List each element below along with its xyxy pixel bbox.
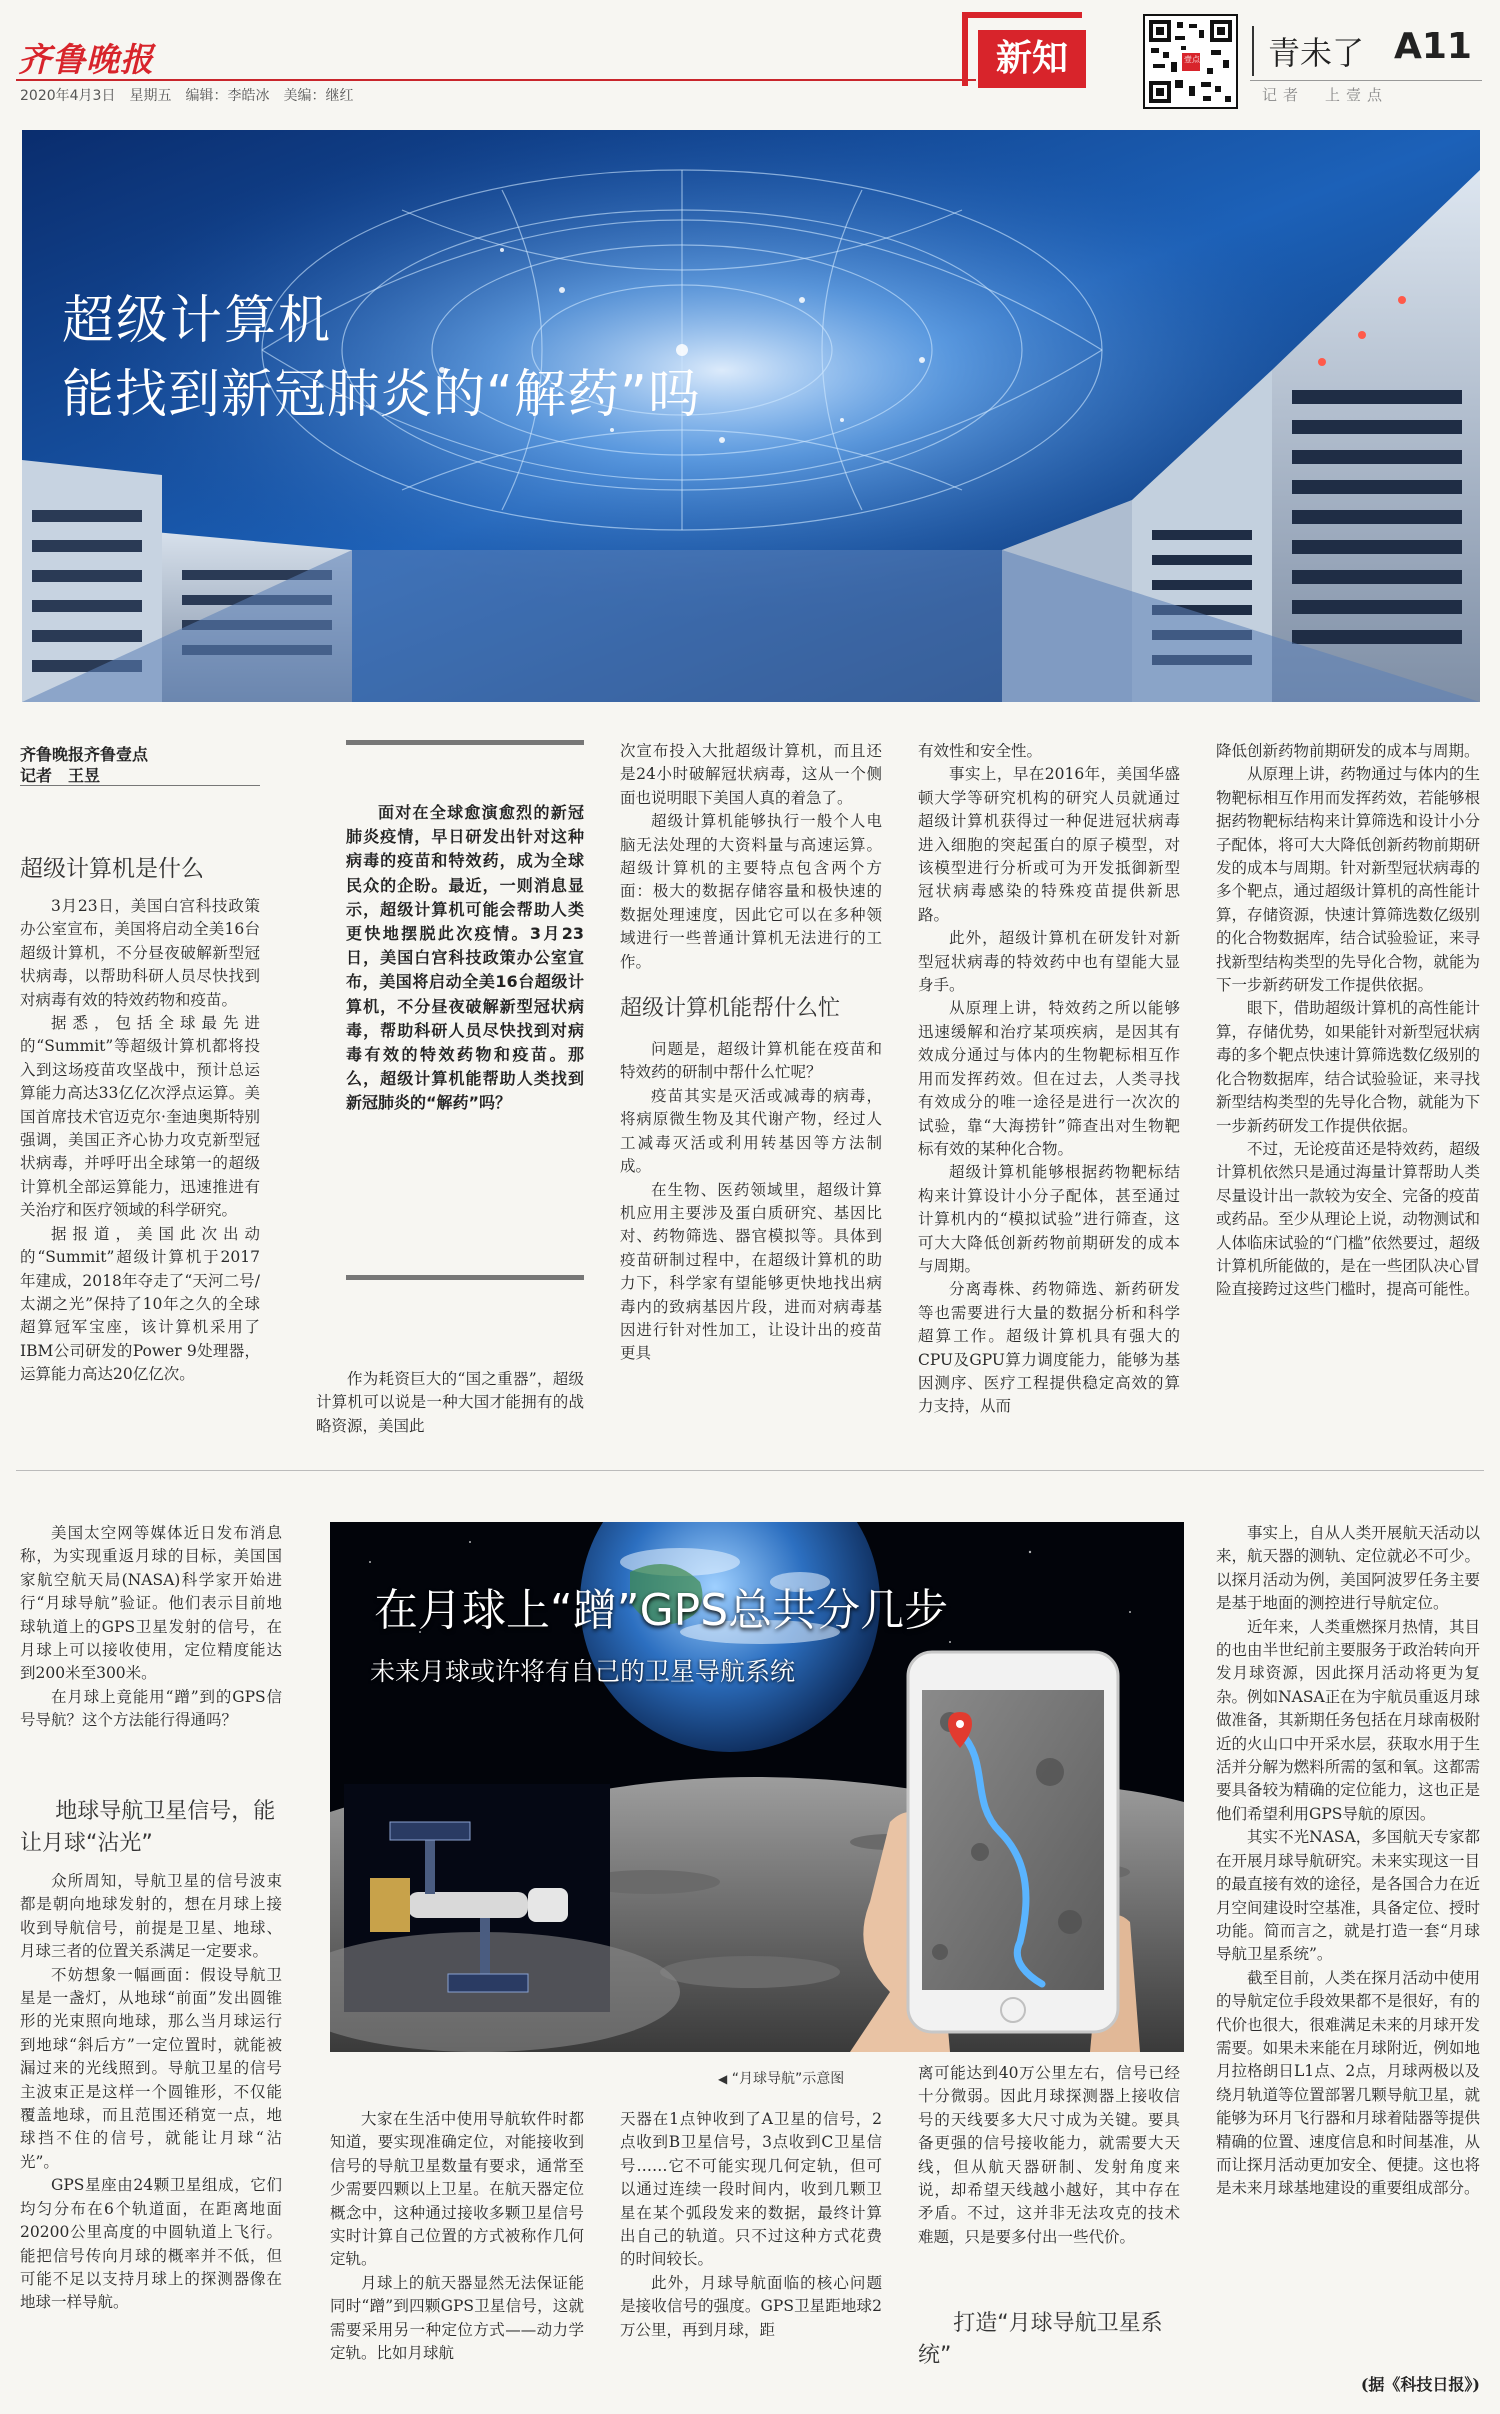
paragraph: 分离毒株、药物筛选、新药研发等也需要进行大量的数据分析和科学超算工作。超级计算机具有强大的CPU及GPU算力调度能力，能够为基因测序、医疗工程提供稳定高效的算力支持，从而: [918, 1280, 1180, 1416]
paragraph: 离可能达到40万公里左右，信号已经十分微弱。因此月球探测器上接收信号的天线要多大尺寸成为关键。要具备更强的信号接收能力，就需要大天线，但从航天器研制、发射角度来说，却希望天线越小越好，其中存在矛盾。不过，这并非无法攻克的技术难题，只是要多付出一些代价。: [918, 2064, 1180, 2246]
article1-title-line1: 超级计算机: [62, 291, 333, 351]
article1-column-3: [620, 740, 882, 1440]
article1-column-4: [918, 740, 1180, 1440]
paragraph: 月球上的航天器显然无法保证能同时“蹭”到四颗GPS卫星信号，这就需要采用另一种定位方式——动力学定轨。比如月球航: [330, 2273, 584, 2363]
article1-reporter: 记者 王昱: [20, 766, 101, 785]
article1-subhead-how-help: 超级计算机能帮什么忙: [620, 996, 841, 1022]
masthead-rule: [16, 79, 976, 81]
paragraph: 超级计算机能够执行一般个人电脑无法处理的大资料量与高速运算。超级计算机的主要特点包含两个方面：极大的数据存储容量和极快速的数据处理速度，因此它可以在多种领域进行一些普通计算机无法进行的工作。: [620, 812, 882, 971]
paragraph: 事实上，自从人类开展航天活动以来，航天器的测轨、定位就必不可少。以探月活动为例，美国阿波罗任务主要是基于地面的测控进行导航定位。: [1216, 1524, 1480, 1613]
page-number: A11: [1394, 26, 1472, 67]
article1-subhead-what-is: 超级计算机是什么: [20, 856, 204, 882]
article2-subhead-lunar-system: 打造“月球导航卫星系统”: [918, 2311, 1163, 2368]
moon-navigation-image: [330, 1522, 1184, 2052]
article2-right-column: [1216, 1522, 1480, 2372]
qr-label: 壹点: [1184, 55, 1200, 64]
article2-subtitle: 未来月球或许将有自己的卫星导航系统: [370, 1657, 796, 1686]
paragraph: 眼下，借助超级计算机的高性能计算，存储优势，如果能针对新型冠状病毒的多个靶点快速计算筛选数亿级别的化合物数据库，结合试验验证，来寻找新型结构类型的先导化合物，就能为下一步新药研发工作提供依据。: [1216, 999, 1480, 1135]
dateline: 2020年4月3日 星期五 编辑：李皓冰 美编：继红: [20, 88, 354, 104]
paragraph: 其实不光NASA，多国航天专家都在开展月球导航研究。未来实现这一目的最直接有效的途径，是各国合力在近月空间建设时空基准，具备定位、授时功能。简而言之，就是打造一套“月球导航卫星系统”。: [1216, 1828, 1480, 1964]
article2-left-column-bottom: [20, 1870, 282, 2390]
article2-mid-column-2: [620, 2108, 882, 2390]
article2-mid-column-3: [918, 2062, 1180, 2276]
article1-column-5: [1216, 740, 1480, 1440]
paragraph: 此外，月球导航面临的核心问题是接收信号的强度。GPS卫星距地球2万公里，再到月球，距: [620, 2273, 882, 2339]
caption-text: “月球导航”示意图: [731, 2071, 845, 2087]
paragraph: 众所周知，导航卫星的信号波束都是朝向地球发射的，想在月球上接收到导航信号，前提是卫星、地球、月球三者的位置关系满足一定要求。: [20, 1872, 282, 1961]
paragraph: 次宣布投入大批超级计算机，而且还是24小时破解冠状病毒，这从一个侧面也说明眼下美国人真的着急了。: [620, 742, 882, 807]
masthead-divider: [1252, 26, 1254, 76]
article2-subhead-earth-signals: 地球导航卫星信号，能让月球“沾光”: [20, 1799, 276, 1856]
lead-paragraph: 面对在全球愈演愈烈的新冠肺炎疫情，早日研发出针对这种病毒的疫苗和特效药，成为全球民众的企盼。最近，一则消息显示，超级计算机可能会帮助人类更快地摆脱此次疫情。3月23日，美国白宫科技政策办公室宣布，美国将启动全美16台超级计算机，不分昼夜破解新型冠状病毒，帮助科研人员尽快找到对病毒有效的特效药物和疫苗。那么，超级计算机能帮助人类找到新冠肺炎的“解药”吗？: [346, 803, 584, 1113]
paragraph: 作为耗资巨大的“国之重器”，超级计算机可以说是一种大国才能拥有的战略资源，美国此: [316, 1370, 584, 1435]
paragraph: 超级计算机能够根据药物靶标结构来计算设计小分子配体，甚至通过计算机内的“模拟试验”进行筛查，这可大大降低创新药物前期研发的成本与周期。: [918, 1163, 1180, 1275]
article2-credit: (据《科技日报》): [1360, 2375, 1480, 2394]
paragraph: 此外，超级计算机在研发针对新型冠状病毒的特效药中也有望能大显身手。: [918, 929, 1180, 995]
paragraph: 有效性和安全性。: [918, 742, 1043, 760]
paragraph: 据报道，美国此次出动的“Summit”超级计算机于2017年建成，2018年夺走了“天河二号/太湖之光”保持了10年之久的全球超算冠军宝座，该计算机采用了IBM公司研发的Power 9处理器，运算能力高达20亿亿次。: [20, 1224, 260, 1384]
paragraph: 事实上，早在2016年，美国华盛顿大学等研究机构的研究人员就通过超级计算机获得过一种促进冠状病毒进入细胞的突起蛋白的原子模型，对该模型进行分析或可为开发抵御新型冠状病毒感染的特殊疫苗提供新思路。: [918, 765, 1180, 924]
page-name: 青未了: [1268, 34, 1365, 72]
paragraph: 据悉，包括全球最先进的“Summit”等超级计算机都将投入到这场疫苗攻坚战中，预计总运算能力高达33亿亿次浮点运算。美国首席技术官迈克尔·奎迪奥斯特别强调，美国正齐心协力攻克新型冠状病毒，并呼吁出全球第一的超级计算机全部运算能力，迅速推进有关治疗和医疗领域的科学研究。: [20, 1014, 260, 1220]
paragraph: 在生物、医药领域里，超级计算机应用主要涉及蛋白质研究、基因比对、药物筛选、器官模拟等。具体到疫苗研制过程中，在超级计算机的助力下，科学家有望能够更快地找出病毒内的致病基因片段，进而对病毒基因进行针对性加工，让设计出的疫苗更具: [620, 1180, 882, 1363]
section-tag: 新知: [978, 30, 1086, 88]
masthead: [0, 0, 1500, 115]
article1-source: 齐鲁晚报齐鲁壹点: [20, 745, 149, 764]
masthead-bottom-rule: [1250, 80, 1482, 81]
article1-column-1: [20, 895, 260, 1435]
paragraph: 近年来，人类重燃探月热情，其目的也由半世纪前主要服务于政治转向开发月球资源，因此探月活动将更为复杂。例如NASA正在为宇航员重返月球做准备，其新期任务包括在月球南极附近的火山口中开采水层，获取水用于生活并分解为燃料所需的氢和氧。这都需要具备较为精确的定位能力，这也正是他们希望利用GPS导航的原因。: [1216, 1617, 1480, 1823]
paragraph: 大家在生活中使用导航软件时都知道，要实现准确定位，对能接收到信号的导航卫星数量有要求，通常至少需要四颗以上卫星。在航天器定位概念中，这种通过接收多颗卫星信号实时计算自己位置的方式被称作几何定轨。: [330, 2110, 584, 2269]
article-separator: [16, 1470, 1484, 1471]
paragraph: 在月球上竟能用“蹭”到的GPS信号导航？这个方法能行得通吗？: [20, 1687, 282, 1730]
article1-title-line2: 能找到新冠肺炎的“解药”吗: [62, 365, 701, 425]
paragraph: 从原理上讲，特效药之所以能够迅速缓解和治疗某项疾病，是因其有效成分通过与体内的生物靶标相互作用而发挥药效。但在过去，人类寻找有效成分的唯一途径是进行一次次的试验，靠“大海捞针”筛查出对生物靶标有效的某种化合物。: [918, 999, 1180, 1158]
article2-title: 在月球上“蹭”GPS总共分几步: [374, 1585, 949, 1636]
newspaper-logo: 齐鲁晚报: [18, 40, 154, 79]
paragraph: GPS星座由24颗卫星组成，它们均匀分布在6个轨道面，在距离地面20200公里高度的中圆轨道上飞行。能把信号传向月球的概率并不低，但可能不足以支持月球上的探测器像在地球一样导航。: [20, 2176, 282, 2312]
article1-source-rule: [20, 785, 260, 786]
paragraph: 疫苗其实是灭活或减毒的病毒，将病原微生物及其代谢产物，经过人工减毒灭活或利用转基因等方法制成。: [620, 1086, 882, 1176]
caption-arrow-icon: ◀: [718, 2072, 728, 2086]
paragraph: 从原理上讲，药物通过与体内的生物靶标相互作用而发挥药效，若能够根据药物靶标结构来计算筛选和设计小分子配体，将可大大降低创新药物前期研发的成本与周期。针对新型冠状病毒的多个靶点，通过超级计算机的高性能计算，存储资源，快速计算筛选数亿级别的化合物数据库，结合试验验证，来寻找新型结构类型的先导化合物，就能为下一步新药研发工作提供依据。: [1216, 765, 1480, 995]
paragraph: 不过，无论疫苗还是特效药，超级计算机依然只是通过海量计算帮助人类尽量设计出一款较为安全、完备的疫苗或药品。至少从理论上说，动物测试和人体临床试验的“门槛”依然要过，超级计算机所能做的，是在一些团队决心冒险直接跨过这些门槛时，提高可能性。: [1216, 1139, 1480, 1299]
paragraph: 3月23日，美国白宫科技政策办公室宣布，美国将启动全美16台超级计算机，不分昼夜破解新型冠状病毒，以帮助科研人员尽快找到对病毒有效的特效药物和疫苗。: [20, 897, 260, 1009]
article1-column-2-bottom: [316, 1368, 584, 1440]
image-caption: [718, 2068, 844, 2088]
paragraph: 问题是，超级计算机能在疫苗和特效药的研制中帮什么忙呢？: [620, 1040, 882, 1082]
page-byline: 记者 上壹点: [1262, 86, 1389, 104]
hero-image-supercomputer: [22, 130, 1480, 702]
qr-code[interactable]: [1143, 14, 1238, 109]
paragraph: 美国太空网等媒体近日发布消息称，为实现重返月球的目标，美国国家航空航天局(NASA)科学家开始进行“月球导航”验证。他们表示目前地球轨道上的GPS卫星发射的信号，在月球上可以接收使用，定位精度能达到200米至300米。: [20, 1524, 282, 1683]
paragraph: 截至目前，人类在探月活动中使用的导航定位手段效果都不是很好，有的代价也很大，很难满足未来的月球开发需要。如果未来能在月球附近，例如地月拉格朗日L1点、2点，月球两极以及绕月轨道等位置部署几颗导航卫星，就能够为环月飞行器和月球着陆器等提供精确的位置、速度信息和时间基准，从而让探月活动更加安全、便捷。这也将是未来月球基地建设的重要组成部分。: [1216, 1968, 1480, 2198]
paragraph: 不妨想象一幅画面：假设导航卫星是一盏灯，从地球“前面”发出圆锥形的光束照向地球，那么当月球运行到地球“斜后方”一定位置时，就能被漏过来的光线照到。导航卫星的信号主波束正是这样一个圆锥形，不仅能覆盖地球，而且范围还稍宽一点，地球挡不住的信号，就能让月球“沾光”。: [20, 1965, 282, 2171]
lead-box: [346, 740, 584, 1280]
paragraph: 降低创新药物前期研发的成本与周期。: [1216, 742, 1480, 760]
article2-left-column-top: [20, 1522, 282, 1782]
paragraph: 天器在1点钟收到了A卫星的信号，2点收到B卫星信号，3点收到C卫星信号……它不可能实现几何定轨，但可以通过连续一段时间内，收到几颗卫星在某个弧段发来的数据，最终计算出自己的轨道。只不过这种方式花费的时间较长。: [620, 2110, 882, 2269]
article2-mid-column-1: [330, 2108, 584, 2390]
